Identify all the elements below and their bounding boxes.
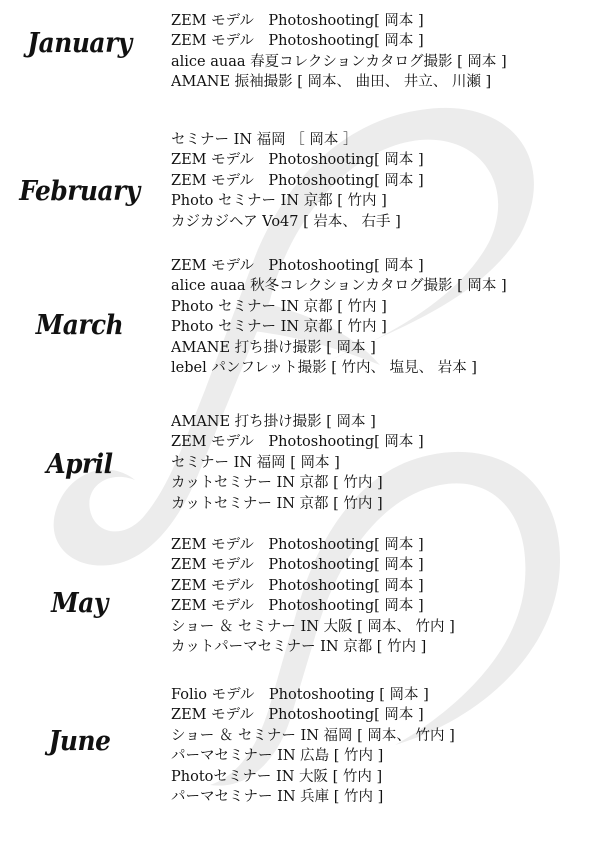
schedule-entry: ZEM モデル Photoshooting[ 岡本 ] xyxy=(171,33,424,50)
month-heading-march: March xyxy=(35,310,124,341)
schedule-entry: セミナー IN 福岡 ［ 岡本 ］ xyxy=(171,132,358,148)
schedule-entry: カットパーマセミナー IN 京都 [ 竹内 ] xyxy=(171,638,427,655)
schedule-entry: AMANE 振袖撮影 [ 岡本、 曲田、 井立、 川瀬 ] xyxy=(171,74,492,91)
schedule-entry: ショー ＆ セミナー IN 福岡 [ 岡本、 竹内 ] xyxy=(171,727,455,744)
schedule-entry: alice auaa 秋冬コレクションカタログ撮影 [ 岡本 ] xyxy=(171,278,507,295)
month-heading-february: February xyxy=(19,176,140,207)
schedule-entry: ZEM モデル Photoshooting[ 岡本 ] xyxy=(171,577,424,594)
schedule-entry: alice auaa 春夏コレクションカタログ撮影 [ 岡本 ] xyxy=(171,53,507,70)
schedule-entry: AMANE 打ち掛け撮影 [ 岡本 ] xyxy=(171,414,376,430)
schedule-entry: セミナー IN 福岡 [ 岡本 ] xyxy=(171,454,340,471)
schedule-entry: パーマセミナー IN 広島 [ 竹内 ] xyxy=(171,748,384,765)
schedule-entry: Photo セミナー IN 京都 [ 竹内 ] xyxy=(171,193,387,210)
schedule-entry: ZEM モデル Photoshooting[ 岡本 ] xyxy=(171,172,424,189)
schedule-entry: カジカジヘア Vo47 [ 岩本、 右手 ] xyxy=(171,213,401,230)
month-entries-june xyxy=(171,685,591,807)
schedule-entry: ZEM モデル Photoshooting[ 岡本 ] xyxy=(171,557,424,574)
schedule-entry: Folio モデル Photoshooting [ 岡本 ] xyxy=(171,687,429,703)
month-entries-march xyxy=(171,256,591,378)
month-heading-january: January xyxy=(27,28,132,59)
schedule-entry: Photo セミナー IN 京都 [ 竹内 ] xyxy=(171,298,387,315)
month-entries-april xyxy=(171,412,591,514)
schedule-entry: ZEM モデル Photoshooting[ 岡本 ] xyxy=(171,258,424,274)
schedule-entry: カットセミナー IN 京都 [ 竹内 ] xyxy=(171,475,383,492)
schedule-entry: ZEM モデル Photoshooting[ 岡本 ] xyxy=(171,152,424,169)
schedule-entry: AMANE 打ち掛け撮影 [ 岡本 ] xyxy=(171,339,376,356)
schedule-entry: ショー ＆ セミナー IN 大阪 [ 岡本、 竹内 ] xyxy=(171,618,455,635)
schedule-entry: ZEM モデル Photoshooting[ 岡本 ] xyxy=(171,598,424,615)
month-heading-may: May xyxy=(51,588,108,619)
schedule-entry: パーマセミナー IN 兵庫 [ 竹内 ] xyxy=(171,788,384,805)
schedule-entry: ZEM モデル Photoshooting[ 岡本 ] xyxy=(171,13,424,29)
schedule-entry: ZEM モデル Photoshooting[ 岡本 ] xyxy=(171,537,424,553)
schedule-entry: ZEM モデル Photoshooting[ 岡本 ] xyxy=(171,434,424,451)
month-entries-january xyxy=(171,11,591,93)
month-entries-february xyxy=(171,130,591,232)
schedule-entry: カットセミナー IN 京都 [ 竹内 ] xyxy=(171,495,383,512)
month-entries-may xyxy=(171,535,591,657)
month-heading-june: June xyxy=(48,726,111,757)
schedule-entry: Photo セミナー IN 京都 [ 竹内 ] xyxy=(171,319,387,336)
schedule-entry: lebel パンフレット撮影 [ 竹内、 塩見、 岩本 ] xyxy=(171,359,477,376)
schedule-entry: ZEM モデル Photoshooting[ 岡本 ] xyxy=(171,707,424,724)
month-heading-april: April xyxy=(46,449,113,480)
schedule-entry: Photoセミナー IN 大阪 [ 竹内 ] xyxy=(171,768,383,785)
